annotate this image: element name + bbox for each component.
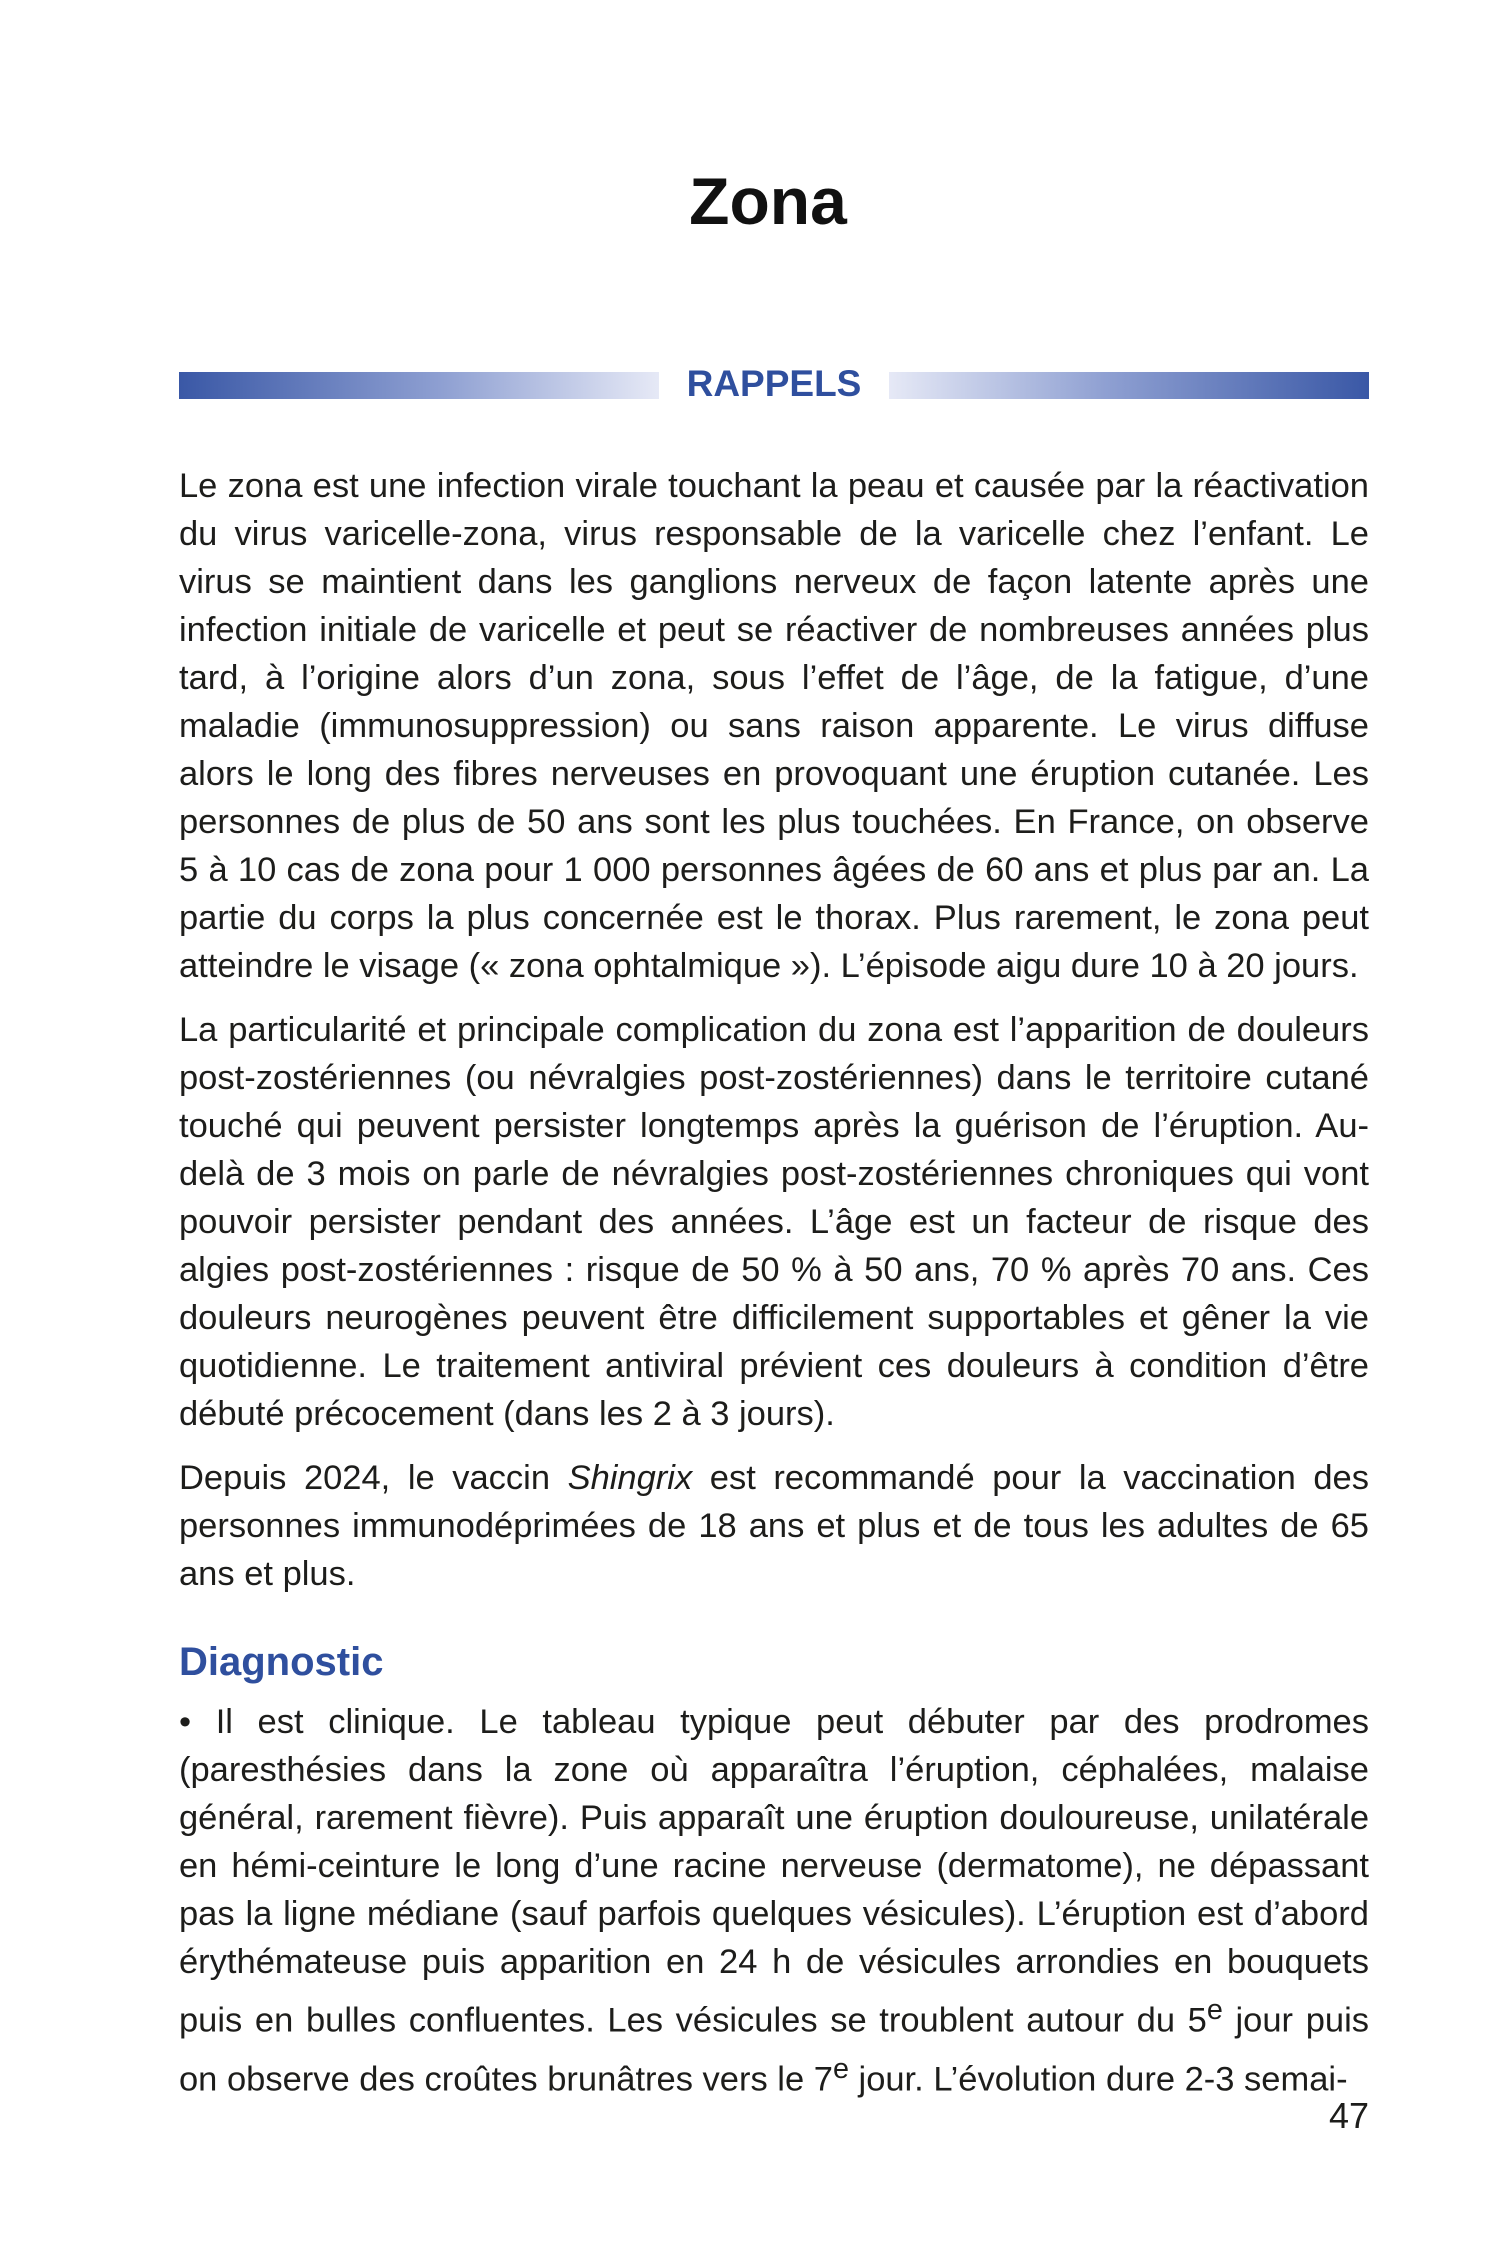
diagnostic-paragraph [179, 1698, 1369, 2103]
diagnostic-text-3: jour. L’évolution dure 2-3 semai- [848, 2060, 1348, 2098]
main-content [179, 462, 1369, 2119]
bullet-marker: • [179, 1703, 192, 1741]
vaccine-name: Shingrix [567, 1459, 693, 1497]
section-label: RAPPELS [686, 363, 862, 404]
vaccine-text-before: Depuis 2024, le vaccin [179, 1459, 568, 1497]
ordinal-superscript-5: e [1206, 1994, 1223, 2026]
vaccine-text-after: est recommandé pour la vaccination des personnes immunodéprimées de 18 ans et plus et de tous les adultes de 65 ans et plus. [179, 1459, 1369, 1593]
header-gradient-bar-left [179, 372, 659, 399]
page-number: 47 [1328, 2095, 1369, 2136]
section-header-rappels [179, 358, 1369, 410]
header-gradient-bar-right [889, 372, 1369, 399]
paragraph-definition: Le zona est une infection virale touchant la peau et causée par la réactivation du virus varicelle-zona, virus responsable de la varicelle chez l’enfant. Le virus se maintient dans les ganglions nerveux de façon latente après une infection initiale de varicelle et peut se réactiver de nombreuses années plus tard, à l’origine alors d’un zona, sous l’effet de l’âge, de la fatigue, d’une maladie (immunosuppression) ou sans raison apparente. Le virus diffuse alors le long des fibres nerveuses en provoquant une éruption cutanée. Les personnes de plus de 50 ans sont les plus touchées. En France, on observe 5 à 10 cas de zona pour 1 000 personnes âgées de 60 ans et plus par an. La partie du corps la plus concernée est le thorax. Plus rarement, le zona peut atteindre le visage (« zona ophtalmique »). L’épisode aigu dure 10 à 20 jours. [179, 467, 1369, 985]
diagnostic-text-2: jour puis on observe des croûtes brunâtres vers le 7 [179, 2001, 1369, 2098]
ordinal-superscript-7: e [832, 2052, 849, 2085]
paragraph-vaccine [179, 1454, 1369, 1598]
diagnostic-text-1: Il est clinique. Le tableau typique peut débuter par des prodromes (paresthésies dans la zone où apparaîtra l’éruption, céphalées, malaise général, rarement fièvre). Puis apparaît une éruption douloureuse, unilatérale en hémi-ceinture le long d’une racine nerveuse (dermatome), ne dépassant pas la ligne médiane (sauf parfois quelques vésicules). L’éruption est d’abord érythémateuse puis apparition en 24 h de vésicules arrondies en bouquets puis en bulles confluentes. Les vésicules se troublent autour du 5 [179, 1703, 1369, 2040]
diagnostic-heading: Diagnostic [179, 1640, 384, 1684]
page-title: Zona [689, 164, 847, 238]
paragraph-complication: La particularité et principale complication du zona est l’apparition de douleurs post-zostériennes (ou névralgies post-zostériennes) dans le territoire cutané touché qui peuvent persister longtemps après la guérison de l’éruption. Au-delà de 3 mois on parle de névralgies post-zostériennes chroniques qui vont pouvoir persister pendant des années. L’âge est un facteur de risque des algies post-zostériennes : risque de 50 % à 50 ans, 70 % après 70 ans. Ces douleurs neurogènes peuvent être difficilement supportables et gêner la vie quotidienne. Le traitement antiviral prévient ces douleurs à condition d’être débuté précocement (dans les 2 à 3 jours). [179, 1011, 1369, 1433]
